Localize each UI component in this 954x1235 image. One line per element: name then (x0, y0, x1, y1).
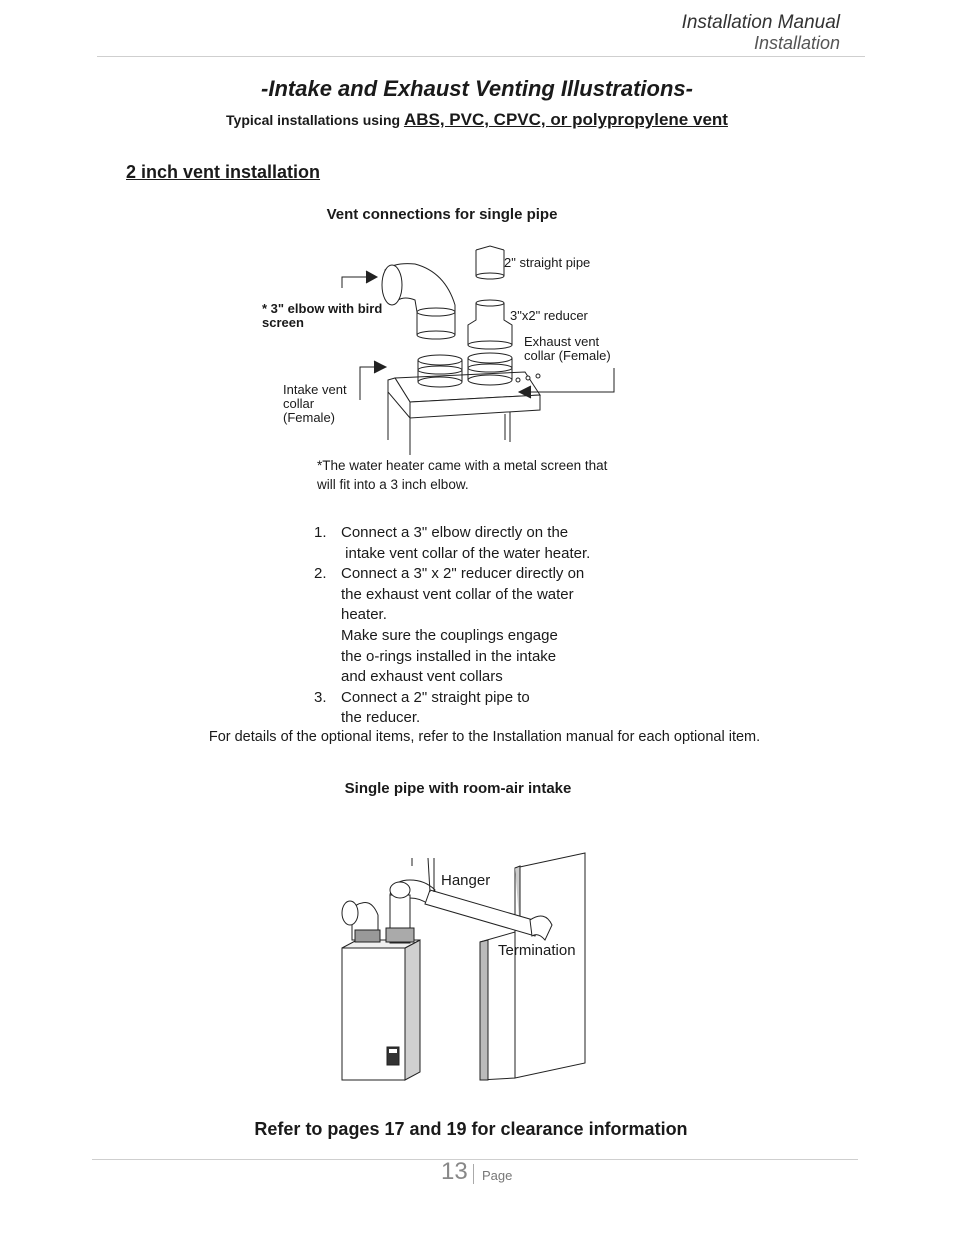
refer-note: Refer to pages 17 and 19 for clearance information (254, 1119, 688, 1139)
section-heading: 2 inch vent installation (126, 162, 321, 182)
footer-divider (92, 1159, 858, 1160)
step-line: intake vent collar of the water heater. (341, 544, 591, 562)
label-intake-collar: Intake vent collar (Female) (283, 382, 347, 425)
subtitle-prefix: Typical installations using (226, 112, 401, 128)
label-hanger: Hanger (441, 872, 491, 889)
step-line: and exhaust vent collars (341, 668, 503, 686)
step-line: Connect a 3" x 2" reducer directly on (341, 565, 585, 583)
step-line: the exhaust vent collar of the water (341, 585, 574, 603)
page-title: -Intake and Exhaust Venting Illustrations- (261, 76, 693, 101)
manual-title: Installation Manual (681, 12, 840, 33)
step-number: 1. (314, 524, 327, 541)
step-line: heater. (341, 606, 387, 624)
label-exhaust-collar: Exhaust vent collar (Female) (524, 334, 611, 363)
step-number: 3. (314, 688, 327, 706)
figure2-caption: Single pipe with room-air intake (344, 780, 572, 797)
label-reducer: 3"x2" reducer (510, 308, 588, 323)
label-elbow: * 3" elbow with bird screen (262, 301, 383, 330)
page-word: Page (482, 1168, 513, 1183)
page-number: 13 (441, 1158, 468, 1185)
subtitle-materials: ABS, PVC, CPVC, or polypropylene vent (403, 110, 728, 129)
figure1-caption: Vent connections for single pipe (326, 206, 558, 223)
step-line: Connect a 3" elbow directly on the (341, 524, 569, 541)
details-note: For details of the optional items, refer to the Installation manual for each optional item. (208, 729, 761, 745)
step-line: Make sure the couplings engage (341, 626, 558, 644)
label-straight-pipe: 2" straight pipe (504, 255, 591, 270)
step-number: 2. (314, 565, 327, 583)
page-number-separator (473, 1164, 474, 1184)
step-line: the reducer. (341, 709, 421, 727)
step-line: the o-rings installed in the intake (341, 647, 557, 665)
label-termination: Termination (498, 942, 576, 959)
step-line: Connect a 2" straight pipe to (341, 688, 530, 706)
figure1-note: *The water heater came with a metal screen that will fit into a 3 inch elbow. (317, 458, 608, 492)
section-title: Installation (753, 33, 840, 53)
